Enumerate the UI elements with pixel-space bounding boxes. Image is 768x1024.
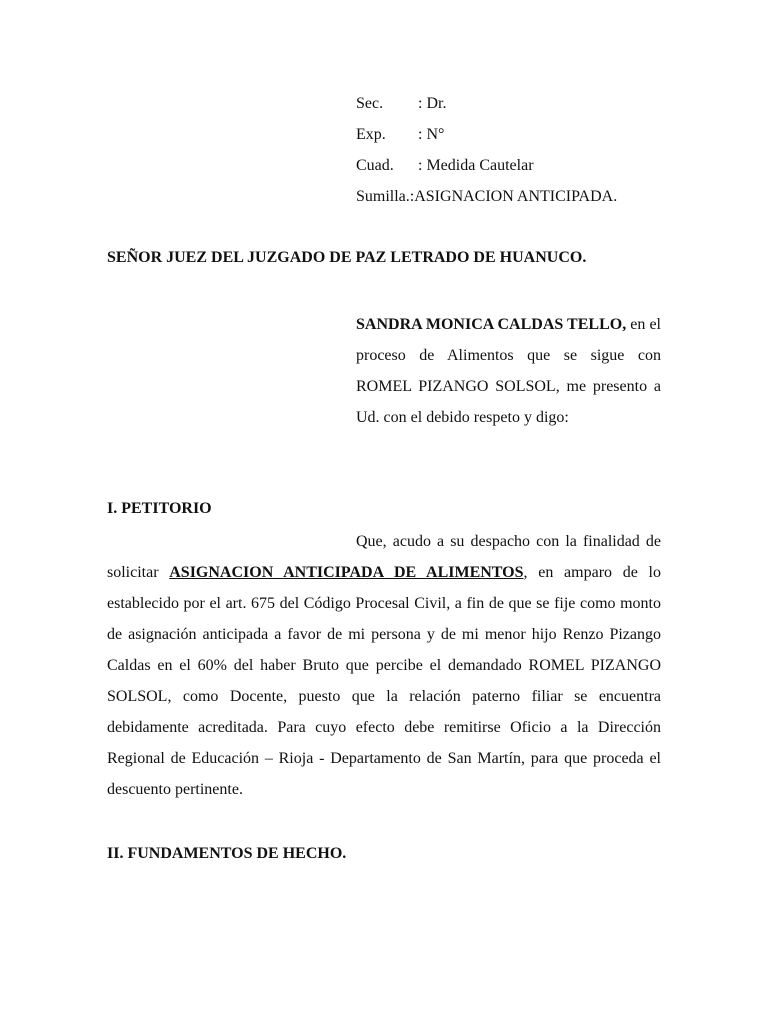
header-label-cuad: Cuad. (356, 157, 394, 174)
header-row-sumilla (356, 185, 716, 216)
petitorio-text-start: Que, acudo a su despacho con la finalidad de solicitar (107, 533, 661, 581)
header-value-sumilla: :ASIGNACION ANTICIPADA. (409, 188, 618, 205)
intro-paragraph (356, 309, 661, 433)
header-label-exp: Exp. (356, 126, 386, 143)
petitioner-name: SANDRA MONICA CALDAS TELLO, (356, 316, 627, 333)
header-row-cuad (356, 154, 716, 185)
header-value-cuad: : Medida Cautelar (418, 157, 534, 174)
header-label-sumilla: Sumilla. (356, 188, 410, 205)
addressee-heading: SEÑOR JUEZ DEL JUZGADO DE PAZ LETRADO DE HUANUCO. (107, 249, 587, 266)
header-row-sec (356, 92, 716, 123)
petitorio-text-end: , en amparo de lo establecido por el art. 675 del Código Procesal Civil, a fin de que se fije como monto de asignación anticipada a favor de mi persona y de mi menor hijo Renzo Pizango Caldas en el 60% del haber Bruto que percibe el demandado ROMEL PIZANGO SOLSOL, como Docente, puesto que la relación paterno filiar se encuentra debidamente acreditada. Para cuyo efecto debe remitirse Oficio a la Dirección Regional de Educación – Rioja - Departamento de San Martín, para que proceda el descuento pertinente. (107, 564, 661, 798)
header-label-sec: Sec. (356, 95, 384, 112)
petitorio-paragraph (107, 526, 661, 805)
header-value-sec: : Dr. (418, 95, 447, 112)
section-heading-petitorio: I. PETITORIO (107, 500, 212, 517)
intro-text: en el proceso de Alimentos que se sigue con ROMEL PIZANGO SOLSOL, me presento a Ud. con el debido respeto y digo: (356, 316, 662, 426)
section-heading-fundamentos: II. FUNDAMENTOS DE HECHO. (107, 845, 347, 862)
case-header (356, 92, 716, 216)
header-value-exp: : N° (418, 126, 445, 143)
header-row-exp (356, 123, 716, 154)
petitorio-emphasis: ASIGNACION ANTICIPADA DE ALIMENTOS (169, 564, 524, 581)
